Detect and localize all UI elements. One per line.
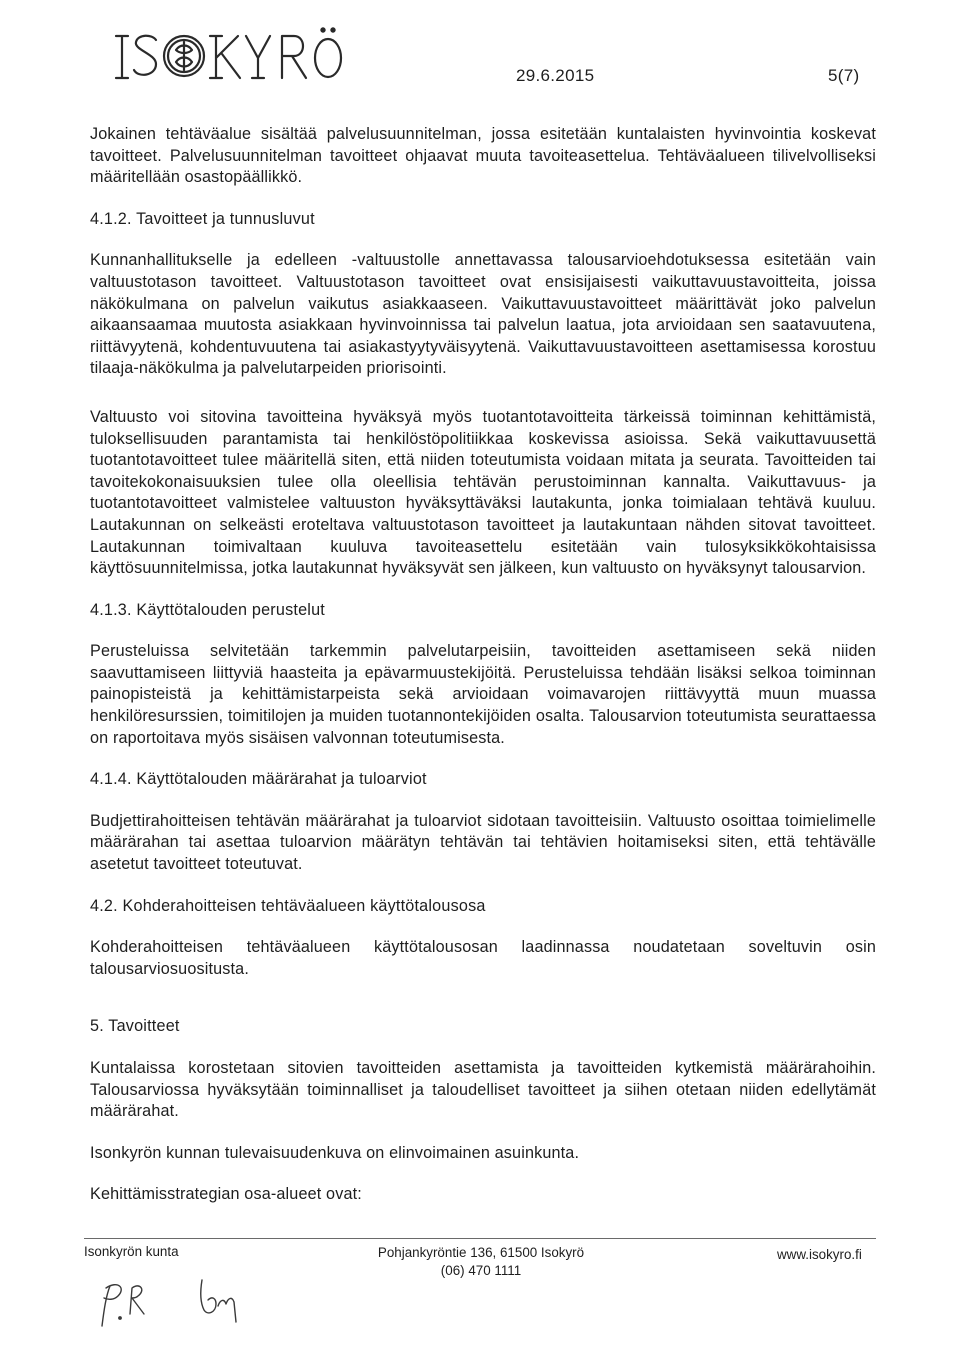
heading-5: 5. Tavoitteet bbox=[90, 1017, 180, 1036]
document-body bbox=[90, 124, 876, 1206]
footer-website[interactable]: www.isokyro.fi bbox=[777, 1247, 862, 1262]
paragraph-council-goals: Kunnanhallitukselle ja edelleen -valtuustolle annettavassa talousarvioehdotuksessa esitetään vain valtuustotason tavoitteet. Valtuustotason tavoitteet ovat ensisijaisesti vaikuttavuustavoitteita, joissa näkökulmana on palvelun vaikutus asiakkaaseen. Vaikuttavuustavoitteet määrittävät joko palvelun aikaansaamaa muutosta asiakkaan hyvinvoinnissa tai palvelun laatua, jota arvioidaan sen saatavuutena, riittävyytenä, kohdentuvuutena tai asiakastyytyväisyytenä. Vaikuttavuustavoitteen asettamisessa korostuu tilaaja-näkökulma ja palvelutarpeiden priorisointi. bbox=[90, 251, 876, 378]
heading-4-1-4: 4.1.4. Käyttötalouden määrärahat ja tuloarviot bbox=[90, 770, 427, 789]
footer-organization: Isonkyrön kunta bbox=[84, 1244, 179, 1259]
footer-phone: (06) 470 1111 bbox=[440, 1263, 522, 1278]
paragraph-vision: Isonkyrön kunnan tulevaisuudenkuva on elinvoimainen asuinkunta. bbox=[90, 1143, 580, 1162]
paragraph-binding-goals: Valtuusto voi sitovina tavoitteina hyväksyä myös tuotantotavoitteita tärkeissä toiminnan kehittämistä, tuloksellisuuden parantamista tai henkilöstöpolitiikkaa koskevissa asioissa. Sekä vaikuttavuusettä tuotantotavoitteet tulee määritellä siten, että niiden toteutumista voidaan mitata ja seurata. Tavoitteiden tai tavoitekokonaisuuksien tulee olla oleellisia tehtävän perustoiminnan kannalta. Vaikuttavuus- ja tuotantotavoitteet valmistelee valtuuston hyväksyttäväksi lautakunta, jonka toimialaan tehtävä kuuluu. Lautakunnan on selkeästi eroteltava valtuustotason tavoitteet ja lautakuntaan nähden sitovat tavoitteet. Lautakunnan toimivaltaan kuuluva tavoiteasettelu esitetään vain tulosyksikkökohtaisissa käyttösuunnitelmissa, jotka lautakunnat hyväksyvät sen jälkeen, kun valtuusto on hyväksynyt talousarvion. bbox=[90, 407, 876, 578]
footer-address: Pohjankyröntie 136, 61500 Isokyrö bbox=[377, 1245, 585, 1260]
footer-divider bbox=[84, 1238, 876, 1239]
handwritten-initials bbox=[84, 1266, 284, 1336]
paragraph-target-funded: Kohderahoitteisen tehtäväalueen käyttötalousosan laadinnassa noudatetaan soveltuvin osin talousarviosuositusta. bbox=[90, 938, 876, 978]
heading-4-1-2: 4.1.2. Tavoitteet ja tunnusluvut bbox=[90, 209, 315, 228]
heading-4-2: 4.2. Kohderahoitteisen tehtäväalueen käyttötalousosa bbox=[90, 896, 486, 915]
document-date: 29.6.2015 bbox=[516, 66, 595, 85]
paragraph-municipal-act: Kuntalaissa korostetaan sitovien tavoitteiden asettamista ja tavoitteiden kytkemistä määrärahoihin. Talousarviossa hyväksytään toiminnalliset ja taloudelliset tavoitteet ja siihen otetaan niiden edellytämät määrärahat. bbox=[90, 1059, 876, 1121]
page-number: 5(7) bbox=[828, 66, 860, 85]
heading-4-1-3: 4.1.3. Käyttötalouden perustelut bbox=[90, 600, 325, 619]
paragraph-strategy-areas: Kehittämisstrategian osa-alueet ovat: bbox=[90, 1185, 362, 1204]
footer-contact bbox=[366, 1244, 596, 1280]
isokyro-logo bbox=[112, 22, 362, 86]
paragraph-service-plan: Jokainen tehtäväalue sisältää palvelusuunnitelman, jossa esitetään kuntalaisten hyvinvointia koskevat tavoitteet. Palvelusuunnitelman tavoitteet ohjaavat muuta tavoiteasettelua. Tehtäväalueen tilivelvolliseksi määritellään osastopäällikkö. bbox=[90, 125, 876, 187]
paragraph-operating-justification: Perusteluissa selvitetään tarkemmin palvelutarpeisiin, tavoitteiden asettamiseen sekä niiden saavuttamiseen liittyviä haasteita ja epävarmuustekijöitä. Perusteluissa tehdään lisäksi selkoa toiminnan painopisteistä ja kehittämistarpeista sekä arvioidaan voimavarojen riittävyyttä muun muassa henkilöresurssien, toimitilojen ja muiden tuotannontekijöiden osalta. Talousarvion toteutumista seurattaessa on raportoitava myös sisäisen valvonnan toteutumisesta. bbox=[90, 642, 876, 747]
paragraph-appropriations: Budjettirahoitteisen tehtävän määrärahat ja tuloarviot sidotaan tavoitteisiin. Valtuusto osoittaa toimielimelle määrärahan tai asettaa tuloarvion määrätyn tehtävän tai tehtävien hoitamiseksi siten, että tehtävälle asetetut tavoitteet toteutuvat. bbox=[90, 811, 876, 874]
